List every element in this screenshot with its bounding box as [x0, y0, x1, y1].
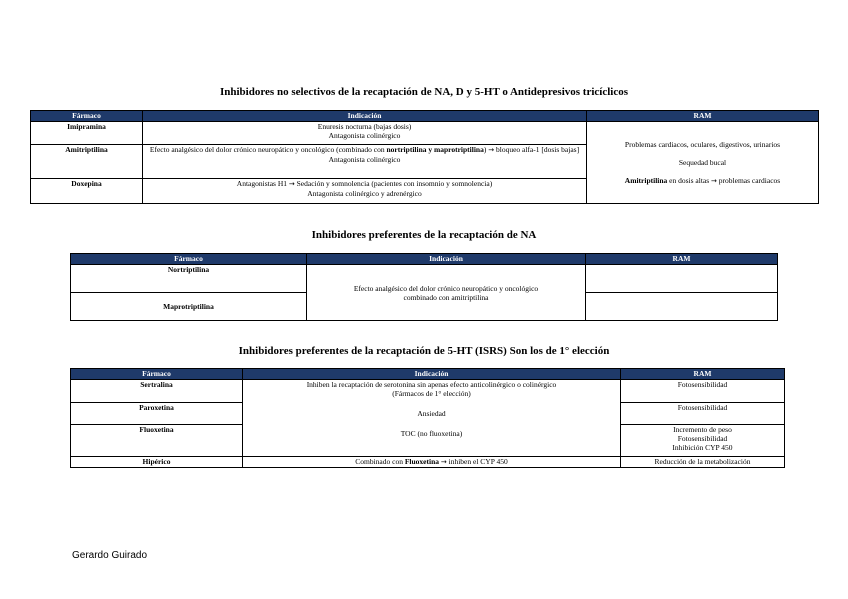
table-header-row [71, 254, 778, 265]
section-2-title: Inhibidores preferentes de la recaptación de NA [311, 229, 537, 241]
author-footer: Gerardo Guirado [72, 550, 148, 561]
drug-imipramina: Imipramina [31, 122, 143, 145]
header-indicacion: Indicación [143, 111, 587, 122]
section-1-title: Inhibidores no selectivos de la recaptación de NA, D y 5-HT o Antidepresivos tricíclicos [219, 86, 628, 98]
ram-nortriptilina [586, 265, 778, 293]
indication-text: inhiben el CYP 450 [446, 457, 508, 466]
ram-line: Sequedad bucal [678, 157, 727, 167]
indication-text: Sedación y somnolencia (pacientes con insomnio y somnolencia) [294, 179, 493, 188]
indication-bold-drug: Fluoxetina [404, 457, 439, 466]
ram-paroxetina: Fotosensibilidad [621, 403, 785, 425]
isrs-table [70, 368, 785, 468]
arrow-icon: → [288, 180, 295, 188]
table-row [71, 265, 778, 293]
indication-line: Ansiedad [417, 409, 446, 418]
ram-line: Problemas cardiacos, oculares, digestivos, urinarios [624, 139, 781, 149]
indication-imipramina [143, 122, 587, 145]
indication-text: ) [483, 145, 489, 154]
section-3-title: Inhibidores preferentes de la recaptación de 5-HT (ISRS) Son los de 1° elección [238, 345, 610, 357]
drug-paroxetina: Paroxetina [71, 403, 243, 425]
header-indicacion: Indicación [243, 369, 621, 380]
indication-line: Antagonista colinérgico y adrenérgico [307, 189, 422, 198]
indication-line: Enuresis nocturna (bajas dosis) [317, 122, 412, 131]
indication-line: Antagonista colinérgico [328, 131, 401, 140]
arrow-icon: → [440, 458, 447, 466]
tricyclics-table [30, 110, 819, 204]
table-row [71, 457, 785, 468]
table-row [31, 122, 819, 145]
arrow-icon: → [488, 146, 495, 154]
indication-line: Efecto analgésico del dolor crónico neuropático y oncológico [353, 283, 539, 293]
header-indicacion: Indicación [307, 254, 586, 265]
header-ram: RAM [587, 111, 819, 122]
indication-line: TOC (no fluoxetina) [400, 429, 463, 438]
drug-fluoxetina: Fluoxetina [71, 425, 243, 457]
indication-doxepina [143, 179, 587, 204]
ram-sertralina: Fotosensibilidad [621, 380, 785, 403]
drug-maprotriptilina: Maprotriptilina [71, 293, 307, 321]
indication-text: Efecto analgésico del dolor crónico neuropático y oncológico (combinado con [149, 145, 387, 154]
indication-line [145, 179, 584, 189]
indication-hiperico [243, 457, 621, 468]
header-ram: RAM [621, 369, 785, 380]
indication-na [307, 265, 586, 321]
table-header-row [71, 369, 785, 380]
header-ram: RAM [586, 254, 778, 265]
na-table [70, 253, 778, 321]
ram-text: en dosis altas [667, 175, 712, 185]
drug-hiperico: Hipérico [71, 457, 243, 468]
header-farmaco: Fármaco [71, 369, 243, 380]
table-row [71, 380, 785, 403]
indication-text: Combinado con [355, 457, 405, 466]
ram-line: Incremento de peso [673, 425, 732, 434]
table-header-row [31, 111, 819, 122]
ram-hiperico: Reducción de la metabolización [621, 457, 785, 468]
ram-line: Inhibición CYP 450 [672, 443, 733, 452]
indication-bold-drugs: nortriptilina y maprotriptilina [386, 145, 484, 154]
arrow-icon: → [711, 176, 717, 185]
ram-fluoxetina [621, 425, 785, 457]
ram-line: Fotosensibilidad [677, 434, 728, 443]
ram-bold-drug: Amitriptilina [624, 175, 668, 185]
drug-amitriptilina: Amitriptilina [31, 145, 143, 179]
indication-text: bloqueo alfa-1 [dosis bajas] [494, 145, 580, 154]
drug-nortriptilina: Nortriptilina [71, 265, 307, 293]
header-farmaco: Fármaco [31, 111, 143, 122]
ram-tricyclics [587, 122, 819, 204]
indication-line: Antagonista colinérgico [328, 155, 401, 164]
ram-text: problemas cardiacos [716, 175, 781, 185]
indication-line: (Fármacos de 1° elección) [392, 389, 471, 398]
indication-text: Antagonistas H1 [236, 179, 289, 188]
drug-doxepina: Doxepina [31, 179, 143, 204]
ram-maprotriptilina [586, 293, 778, 321]
indication-isrs [243, 380, 621, 457]
indication-amitriptilina [143, 145, 587, 179]
indication-line: combinado con amitriptilina [403, 292, 489, 302]
header-farmaco: Fármaco [71, 254, 307, 265]
indication-line: Inhiben la recaptación de serotonina sin apenas efecto anticolinérgico o colinérgico [306, 380, 557, 389]
drug-sertralina: Sertralina [71, 380, 243, 403]
ram-line [589, 176, 816, 186]
